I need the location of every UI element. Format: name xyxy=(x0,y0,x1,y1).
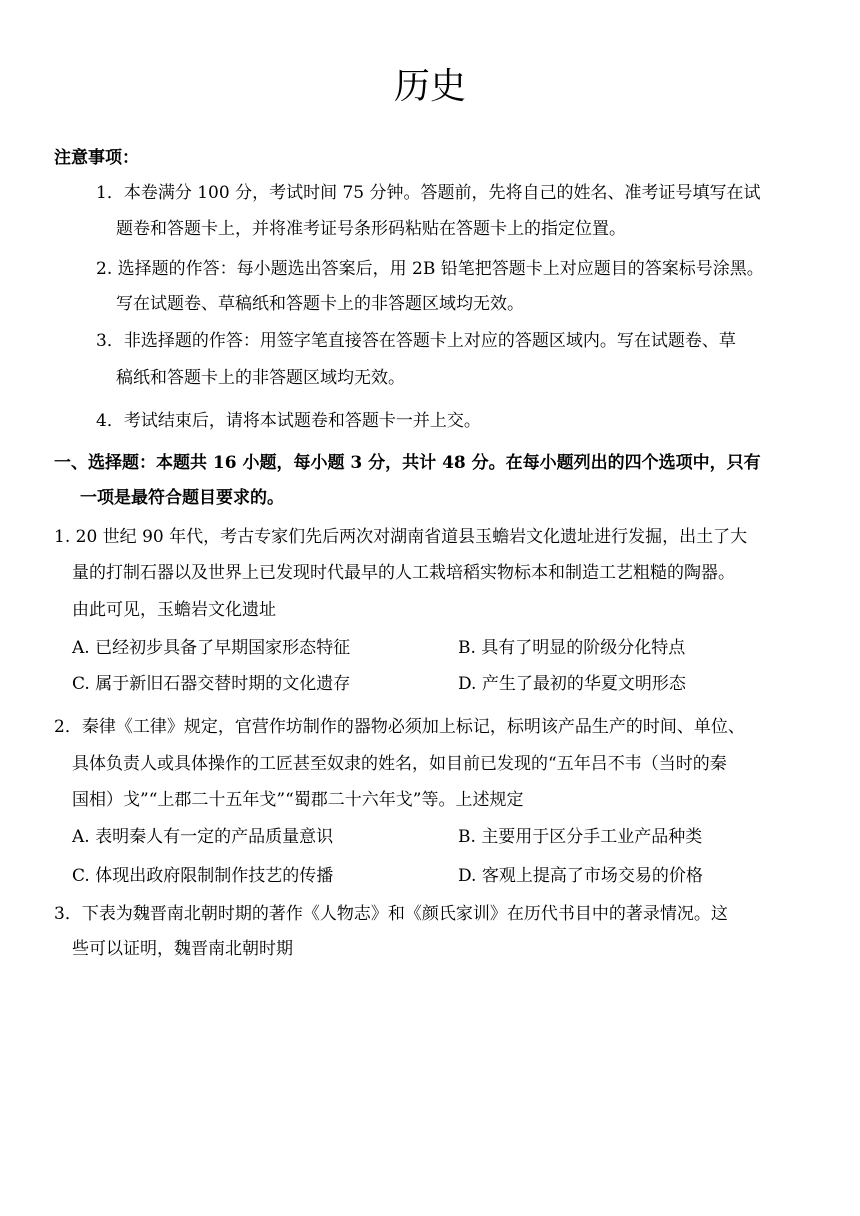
notice-item-3-line-2: 稿纸和答题卡上的非答题区域均无效。 xyxy=(116,368,405,388)
notice-item-2-line-2: 写在试题卷、草稿纸和答题卡上的非答题区域均无效。 xyxy=(116,294,524,314)
question-2-line-1: 2．秦律《工律》规定，官营作坊制作的器物必须加上标记，标明该产品生产的时间、单位、 xyxy=(54,717,745,737)
question-2-option-a: A. 表明秦人有一定的产品质量意识 xyxy=(72,827,334,847)
notice-item-3-line-1: 3．非选择题的作答：用签字笔直接答在答题卡上对应的答题区域内。写在试题卷、草 xyxy=(96,331,736,351)
notice-item-1-line-2: 题卷和答题卡上，并将准考证号条形码粘贴在答题卡上的指定位置。 xyxy=(116,219,626,239)
question-2-option-c: C. 体现出政府限制制作技艺的传播 xyxy=(72,866,334,886)
notice-item-2-line-1: 2. 选择题的作答：每小题选出答案后，用 2B 铅笔把答题卡上对应题目的答案标号涂黑。 xyxy=(96,259,764,279)
question-1-option-c: C. 属于新旧石器交替时期的文化遗存 xyxy=(72,674,351,694)
question-2-line-2: 具体负责人或具体操作的工匠甚至奴隶的姓名，如目前已发现的“五年吕不韦（当时的秦 xyxy=(72,754,727,774)
question-2-line-3: 国相）戈”“上郡二十五年戈”“蜀郡二十六年戈”等。上述规定 xyxy=(72,790,524,810)
question-3-line-1: 3．下表为魏晋南北朝时期的著作《人物志》和《颜氏家训》在历代书目中的著录情况。这 xyxy=(54,904,728,924)
notice-item-1-line-1: 1．本卷满分 100 分，考试时间 75 分钟。答题前，先将自己的姓名、准考证号填写在试 xyxy=(96,183,761,203)
question-1-option-d: D. 产生了最初的华夏文明形态 xyxy=(458,674,686,694)
section-heading-line-1: 一、选择题：本题共 16 小题，每小题 3 分，共计 48 分。在每小题列出的四个选项中，只有 xyxy=(54,453,761,473)
question-1-line-2: 量的打制石器以及世界上已发现时代最早的人工栽培稻实物标本和制造工艺粗糙的陶器。 xyxy=(72,563,735,583)
question-2-option-b: B. 主要用于区分手工业产品种类 xyxy=(458,827,703,847)
question-1-line-1: 1. 20 世纪 90 年代，考古专家们先后两次对湖南省道县玉蟾岩文化遗址进行发掘，出土了大 xyxy=(54,527,748,547)
question-1-option-b: B. 具有了明显的阶级分化特点 xyxy=(458,638,686,658)
page-title: 历史 xyxy=(393,66,466,107)
question-3-line-2: 些可以证明，魏晋南北朝时期 xyxy=(72,939,293,959)
question-2-option-d: D. 客观上提高了市场交易的价格 xyxy=(458,866,703,886)
question-1-option-a: A. 已经初步具备了早期国家形态特征 xyxy=(72,638,351,658)
section-heading-line-2: 一项是最符合题目要求的。 xyxy=(80,488,284,508)
notice-heading: 注意事项： xyxy=(54,148,139,168)
notice-item-4: 4．考试结束后，请将本试题卷和答题卡一并上交。 xyxy=(96,411,481,431)
question-1-line-3: 由此可见，玉蟾岩文化遗址 xyxy=(72,600,276,620)
